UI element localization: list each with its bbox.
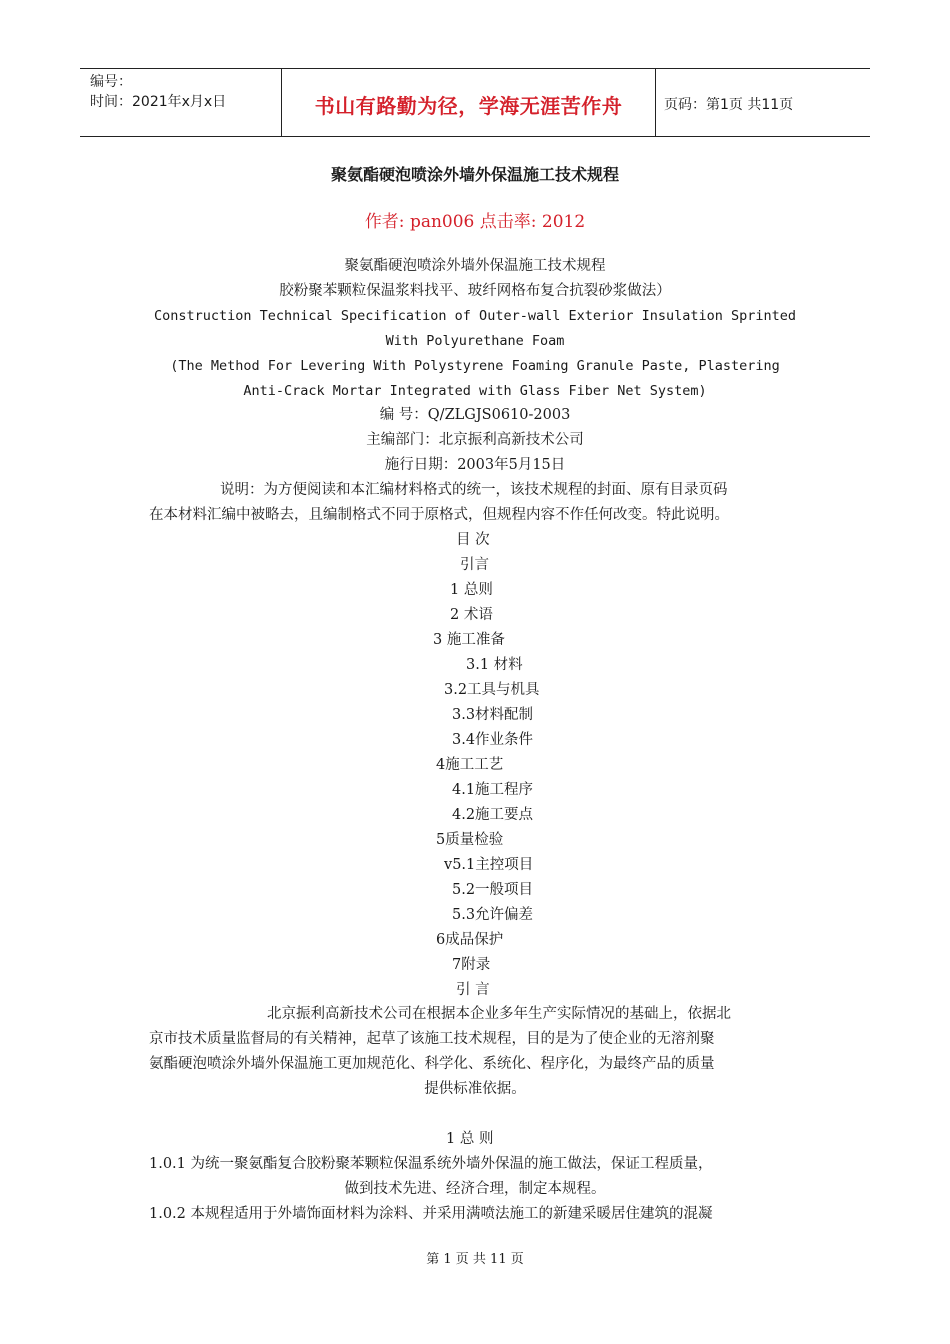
header-right-cell: [656, 69, 870, 136]
toc-item: 3 施工准备: [433, 632, 505, 648]
cover-english-line-4: Anti-Crack Mortar Integrated with Glass Fiber Net System): [243, 383, 707, 399]
clause-1-0-2-line-1: 1.0.2 本规程适用于外墙饰面材料为涂料、并采用满喷法施工的新建采暖居住建筑的混凝: [149, 1206, 713, 1222]
toc-item: 1 总则: [450, 582, 493, 598]
toc-item: 4.2施工要点: [452, 807, 534, 823]
cover-english-line-3: (The Method For Levering With Polystyrene Foaming Granule Paste, Plastering: [170, 358, 780, 374]
toc-item: 引言: [460, 557, 489, 573]
author-line: 作者: pan006 点击率: 2012: [364, 212, 586, 232]
toc-item: 3.3材料配制: [452, 707, 534, 723]
toc-item: 3.1 材料: [466, 657, 523, 673]
clause-1-0-1-line-1: 1.0.1 为统一聚氨酯复合胶粉聚苯颗粒保温系统外墙外保温的施工做法，保证工程质量，: [149, 1156, 713, 1172]
cover-title: 聚氨酯硬泡喷涂外墙外保温施工技术规程: [344, 258, 606, 274]
header-motto: 书山有路勤为径，学海无涯苦作舟: [314, 94, 623, 118]
toc-item: 6成品保护: [436, 932, 504, 948]
header-table: [80, 68, 870, 137]
cover-editor: 主编部门：北京振利高新技术公司: [366, 432, 584, 448]
header-middle-cell: [282, 69, 656, 136]
cover-code: 编 号：Q/ZLGJS0610-2003: [379, 407, 571, 423]
toc-item: 5.3允许偏差: [452, 907, 534, 923]
intro-line: 京市技术质量监督局的有关精神，起草了该施工技术规程，目的是为了使企业的无溶剂聚: [149, 1031, 715, 1047]
intro-heading: 引 言: [456, 982, 490, 998]
cover-english-line-1: Construction Technical Specification of Outer-wall Exterior Insulation Sprinted: [153, 308, 797, 324]
header-left-cell: [80, 69, 282, 136]
document-title: 聚氨酯硬泡喷涂外墙外保温施工技术规程: [330, 165, 619, 184]
note-line-2: 在本材料汇编中被略去，且编制格式不同于原格式，但规程内容不作任何改变。特此说明。: [149, 507, 729, 523]
toc-heading: 目 次: [456, 532, 490, 548]
header-page-info: 页码：第1页 共11页: [664, 97, 794, 113]
section-heading-general: 1 总 则: [446, 1131, 494, 1147]
toc-item: v5.1主控项目: [444, 857, 534, 873]
toc-item: 3.2工具与机具: [444, 682, 540, 698]
toc-item: 7附录: [452, 957, 491, 973]
toc-item: 2 术语: [450, 607, 493, 623]
toc-item: 3.4作业条件: [452, 732, 534, 748]
clause-1-0-1-line-2: 做到技术先进、经济合理，制定本规程。: [344, 1181, 606, 1197]
toc-item: 4.1施工程序: [452, 782, 534, 798]
document-number-label: 编号：: [90, 74, 132, 90]
cover-date: 施行日期：2003年5月15日: [384, 457, 566, 473]
intro-line: 北京振利高新技术公司在根据本企业多年生产实际情况的基础上，依据北: [267, 1006, 731, 1022]
cover-english-line-2: With Polyurethane Foam: [385, 333, 565, 349]
toc-item: 4施工工艺: [436, 757, 504, 773]
toc-item: 5质量检验: [436, 832, 504, 848]
cover-subtitle: 胶粉聚苯颗粒保温浆料找平、玻纤网格布复合抗裂砂浆做法）: [279, 283, 671, 299]
intro-line: 氨酯硬泡喷涂外墙外保温施工更加规范化、科学化、系统化、程序化，为最终产品的质量: [149, 1056, 715, 1072]
toc-item: 5.2一般项目: [452, 882, 534, 898]
document-time-label: 时间：2021年x月x日: [90, 94, 227, 110]
page-footer: 第 1 页 共 11 页: [426, 1252, 524, 1267]
note-line-1: 说明：为方便阅读和本汇编材料格式的统一，该技术规程的封面、原有目录页码: [220, 482, 728, 498]
intro-line: 提供标准依据。: [424, 1081, 526, 1097]
